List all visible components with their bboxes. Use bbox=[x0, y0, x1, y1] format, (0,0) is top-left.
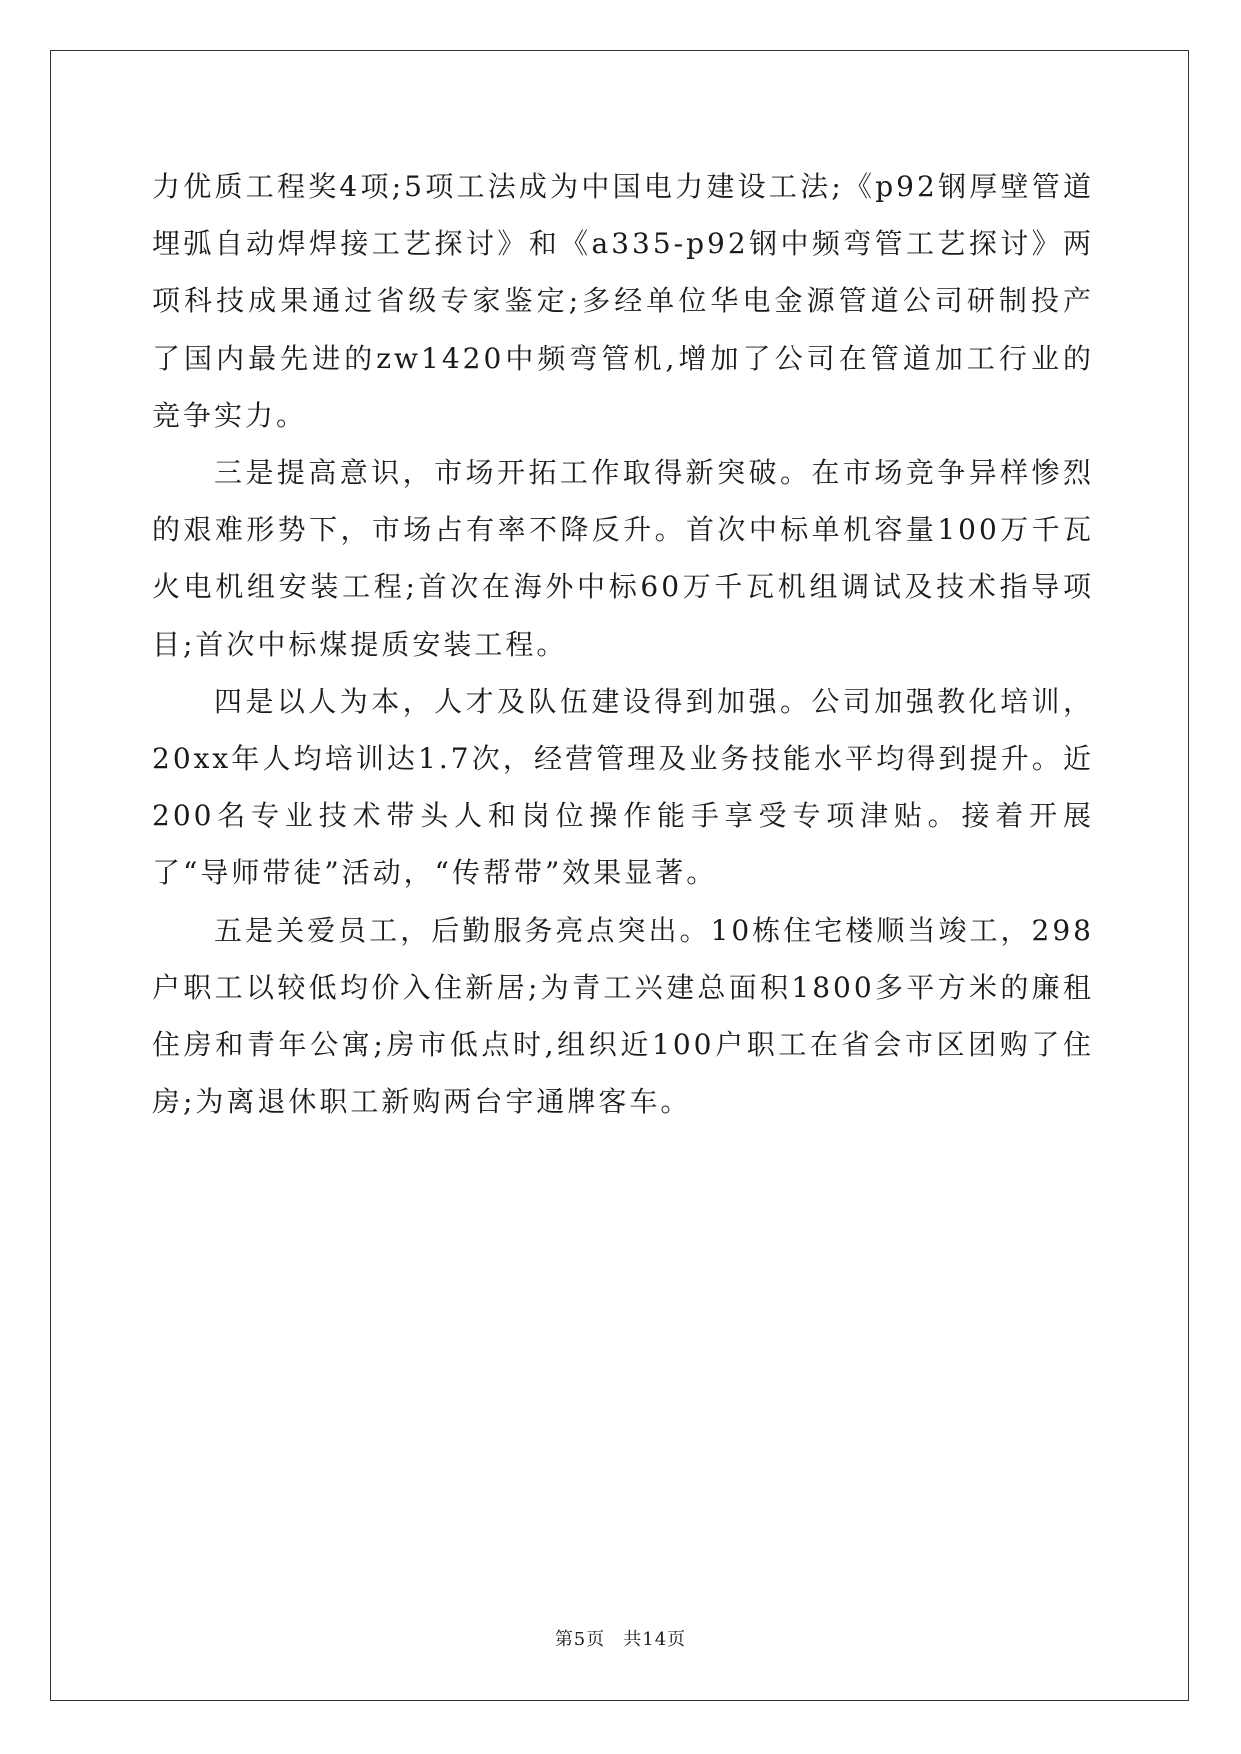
page-number: 第5页 bbox=[554, 1629, 606, 1650]
page-total: 共14页 bbox=[623, 1629, 687, 1650]
paragraph-market-expansion: 三是提高意识，市场开拓工作取得新突破。在市场竞争异样惨烈的艰难形势下，市场占有率不降反升。首次中标单机容量100万千瓦火电机组安装工程;首次在海外中标60万千瓦机组调试及技术指导项目;首次中标煤提质安装工程。 bbox=[152, 456, 1094, 661]
page-footer bbox=[0, 1625, 1241, 1651]
document-body bbox=[152, 158, 1094, 1130]
paragraph-talent-building: 四是以人为本，人才及队伍建设得到加强。公司加强教化培训，20xx年人均培训达1.7次，经营管理及业务技能水平均得到提升。近200名专业技术带头人和岗位操作能手享受专项津贴。接着开展了“导师带徒”活动，“传帮带”效果显著。 bbox=[152, 684, 1094, 890]
paragraph-employee-care: 五是关爱员工，后勤服务亮点突出。10栋住宅楼顺当竣工，298户职工以较低均价入住新居;为青工兴建总面积1800多平方米的廉租住房和青年公寓;房市低点时,组织近100户职工在省会市区团购了住房;为离退休职工新购两台宇通牌客车。 bbox=[152, 913, 1094, 1119]
paragraph-continuation: 力优质工程奖4项;5项工法成为中国电力建设工法;《p92钢厚壁管道埋弧自动焊焊接工艺探讨》和《a335-p92钢中频弯管工艺探讨》两项科技成果通过省级专家鉴定;多经单位华电金源管道公司研制投产了国内最先进的zw1420中频弯管机,增加了公司在管道加工行业的竞争实力。 bbox=[152, 170, 1094, 432]
